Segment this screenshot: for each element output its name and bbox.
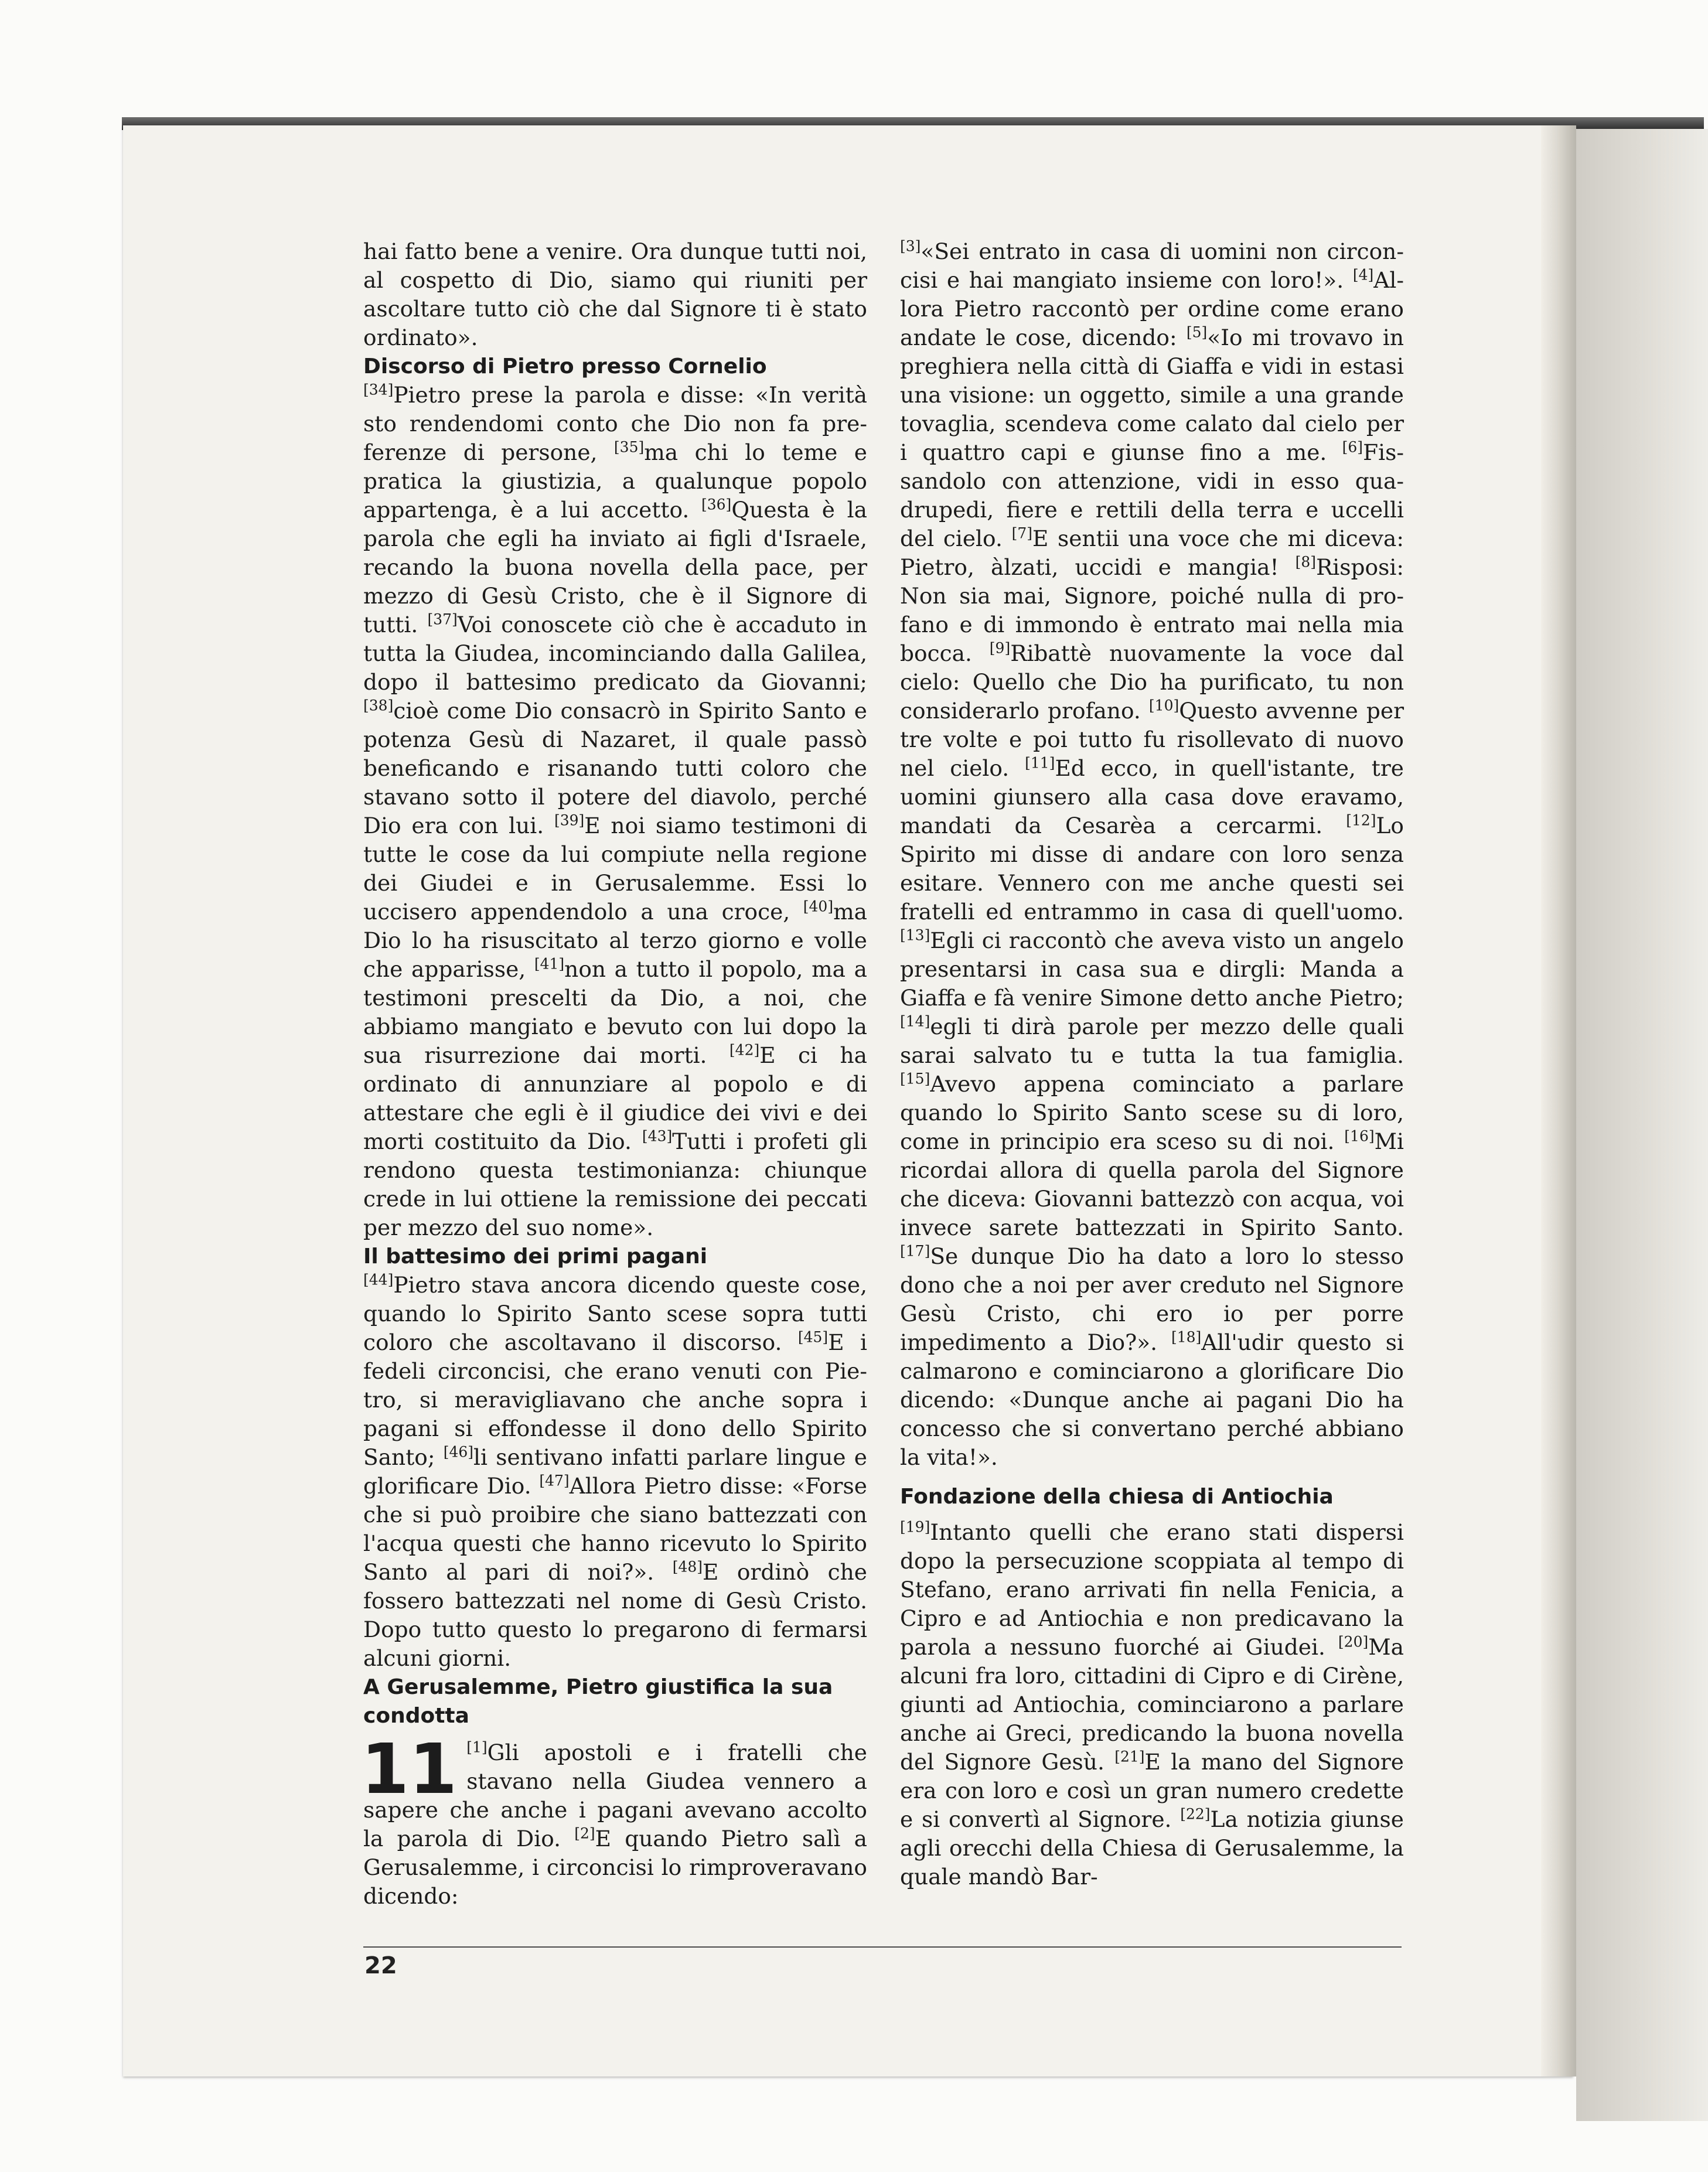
verse-number: [41] xyxy=(534,955,565,973)
verse-number: [10] xyxy=(1148,697,1179,714)
verse-number: [4] xyxy=(1352,266,1374,284)
verse-number: [42] xyxy=(729,1041,760,1059)
verse-number: [5] xyxy=(1186,323,1208,341)
paragraph: 11 [1]Gli apostoli e i fratelli che stavano nella Giudea vennero a sapere che anche i pagani avevano accolto la parola di Dio. [2]E quando Pietro salì a Gerusalemme, i circoncisi lo rimproveravano dicendo: xyxy=(361,1728,867,1909)
verse-number: [3] xyxy=(900,237,921,255)
verse-number: [44] xyxy=(363,1271,394,1288)
section-heading: Discorso di Pietro presso Cornelio xyxy=(363,354,767,379)
verse-number: [18] xyxy=(1171,1328,1202,1346)
paragraph: [3]«Sei entrato in casa di uomini non circoncisi e hai mangiato insieme con loro!». [4]Allora Pietro raccontò per ordine come erano andate le cose, dicendo: [5]«Io mi trovavo in preghiera nella città di Giaffa e vidi in estasi una visione: un oggetto, simile a una grande tovaglia, scendeva come calato dal cielo per i quattro capi e giunse fino a me. [6]Fissandolo con attenzione, vidi in esso quadrupedi, fiere e rettili della terra e uccelli del cielo. [7]E sentii una voce che mi diceva: Pietro, àlzati, uccidi e mangia! [8]Risposi: Non sia mai, Signore, poiché nulla di profano e di immondo è entrato mai nella mia bocca. [9]Ribattè nuovamente la voce dal cielo: Quello che Dio ha purificato, tu non considerarlo profano. [10]Questo avvenne per tre volte e poi tutto fu risollevato di nuovo nel cielo. [11]Ed ecco, in quell'istante, tre uomini giunsero alla casa dove eravamo, mandati da Cesarèa a cercarmi. [12]Lo Spirito mi disse di andare con loro senza esitare. Vennero con me anche questi sei fratelli ed entrammo in casa di quell'uomo. [13]Egli ci raccontò che aveva visto un angelo presentarsi in casa sua e dirgli: Manda a Giaffa e fà venire Simone detto anche Pietro; [14]egli ti dirà parole per mezzo delle quali sarai salvato tu e tutta la tua famiglia. [15]Avevo appena cominciato a parlare quando lo Spirito Santo scese su di loro, come in principio era sceso su di noi. [16]Mi ricordai allora di quella parola del Signore che diceva: Giovanni battezzò con acqua, voi invece sarete battezzati in Spirito Santo. [17]Se dunque Dio ha dato a loro lo stesso dono che a noi per aver creduto nel Signore Gesù Cristo, chi ero io per porre impedimento a Dio?». [18]All'udir questo si calmarono e cominciarono a glorificare Dio dicendo: «Dunque anche ai pagani Dio ha concesso che si convertano perché abbiano la vita!». xyxy=(900,237,1404,1470)
verse-number: [45] xyxy=(797,1328,829,1346)
verse-number: [37] xyxy=(427,611,458,628)
paragraph: [34]Pietro prese la parola e disse: «In verità sto rendendomi conto che Dio non fa preferenze di persone, [35]ma chi lo teme e pratica la giustizia, a qualunque popolo appartenga, è a lui accetto. [36]Questa è la parola che egli ha inviato ai figli d'Israele, recando la buona novella della pace, per mezzo di Gesù Cristo, che è il Signore di tutti. [37]Voi conoscete ciò che è accaduto in tutta la Giudea, incominciando dalla Galilea, dopo il battesimo predicato da Giovanni; [38]cioè come Dio consacrò in Spirito Santo e potenza Gesù di Nazaret, il quale passò beneficando e risanando tutti coloro che stavano sotto il potere del diavolo, perché Dio era con lui. [39]E noi siamo testimoni di tutte le cose da lui compiute nella regione dei Giudei e in Gerusalemme. Essi lo uccisero appendendolo a una croce, [40]ma Dio lo ha risuscitato al terzo giorno e volle che apparisse, [41]non a tutto il popolo, ma a testimoni prescelti da Dio, a noi, che abbiamo mangiato e bevuto con lui dopo la sua risurrezione dai morti. [42]E ci ha ordinato di annunziare al popolo e di attestare che egli è il giudice dei vivi e dei morti costituito da Dio. [43]Tutti i profeti gli rendono questa testimonianza: chiunque crede in lui ottiene la remissione dei peccati per mezzo del suo nome». xyxy=(363,381,867,1240)
verse-number: [43] xyxy=(642,1127,673,1145)
verse-number: [2] xyxy=(574,1825,595,1842)
verse-number: [11] xyxy=(1025,754,1055,772)
verse-number: [16] xyxy=(1344,1127,1375,1145)
verse-number: [1] xyxy=(466,1738,487,1756)
verse-number: [35] xyxy=(613,438,645,456)
verse-number: [39] xyxy=(554,811,585,829)
verse-number: [15] xyxy=(900,1070,930,1087)
verse-number: [6] xyxy=(1342,438,1363,456)
verse-number: [48] xyxy=(672,1558,703,1576)
verse-number: [12] xyxy=(1346,811,1376,829)
verse-number: [36] xyxy=(701,496,732,513)
footer-rule xyxy=(363,1946,1402,1948)
verse-number: [13] xyxy=(900,926,930,944)
verse-number: [9] xyxy=(989,639,1011,657)
section-heading: A Gerusalemme, Pietro giustifica la sua condotta xyxy=(363,1675,833,1728)
paragraph: hai fatto bene a venire. Ora dunque tutti noi, al cospetto di Dio, siamo qui riuniti per ascoltare tutto ciò che dal Signore ti è stato ordinato». xyxy=(363,238,867,350)
right-column xyxy=(900,237,1404,1891)
page-fold-shadow xyxy=(1541,125,1576,2076)
verse-number: [21] xyxy=(1114,1748,1145,1765)
chapter-number: 11 xyxy=(361,1728,458,1809)
paragraph: [19]Intanto quelli che erano stati dispersi dopo la persecuzione scoppiata al tempo di Stefano, erano arrivati fin nella Fenicia, a Cipro e ad Antiochia e non predicavano la parola a nessuno fuorché ai Giudei. [20]Ma alcuni fra loro, cittadini di Cipro e di Cirène, giunti ad Antiochia, cominciarono a parlare anche ai Greci, predicando la buona novella del Signore Gesù. [21]E la mano del Signore era con loro e così un gran numero credette e si convertì al Signore. [22]La notizia giunse agli orecchi della Chiesa di Gerusalemme, la quale mandò Bar- xyxy=(900,1518,1404,1890)
verse-number: [47] xyxy=(539,1472,570,1489)
facing-page-edge xyxy=(1576,129,1708,2121)
left-column xyxy=(363,237,867,1911)
page-number: 22 xyxy=(364,1952,397,1979)
verse-number: [38] xyxy=(363,697,394,714)
section-heading: Il battesimo dei primi pagani xyxy=(363,1244,708,1269)
verse-number: [34] xyxy=(363,381,394,398)
verse-number: [20] xyxy=(1338,1633,1369,1651)
verse-number: [19] xyxy=(900,1518,930,1536)
section-heading: Fondazione della chiesa di Antiochia xyxy=(900,1485,1334,1509)
verse-number: [7] xyxy=(1011,524,1032,542)
verse-number: [40] xyxy=(803,898,834,915)
verse-number: [22] xyxy=(1180,1805,1211,1823)
verse-number: [17] xyxy=(900,1242,930,1260)
paragraph: [44]Pietro stava ancora dicendo queste cose, quando lo Spirito Santo scese sopra tutti coloro che ascoltavano il discorso. [45]E i fedeli circoncisi, che erano venuti con Pietro, si meravigliavano che anche sopra i pagani si effondesse il dono dello Spirito Santo; [46]li sentivano infatti parlare lingue e glorificare Dio. [47]Allora Pietro disse: «Forse che si può proibire che siano battezzati con l'acqua questi che hanno ricevuto lo Spirito Santo al pari di noi?». [48]E ordinò che fossero battezzati nel nome di Gesù Cristo. Dopo tutto questo lo pregarono di fermarsi alcuni giorni. xyxy=(363,1271,867,1671)
verse-number: [46] xyxy=(443,1443,474,1461)
verse-number: [14] xyxy=(900,1012,930,1030)
verse-number: [8] xyxy=(1295,553,1317,571)
